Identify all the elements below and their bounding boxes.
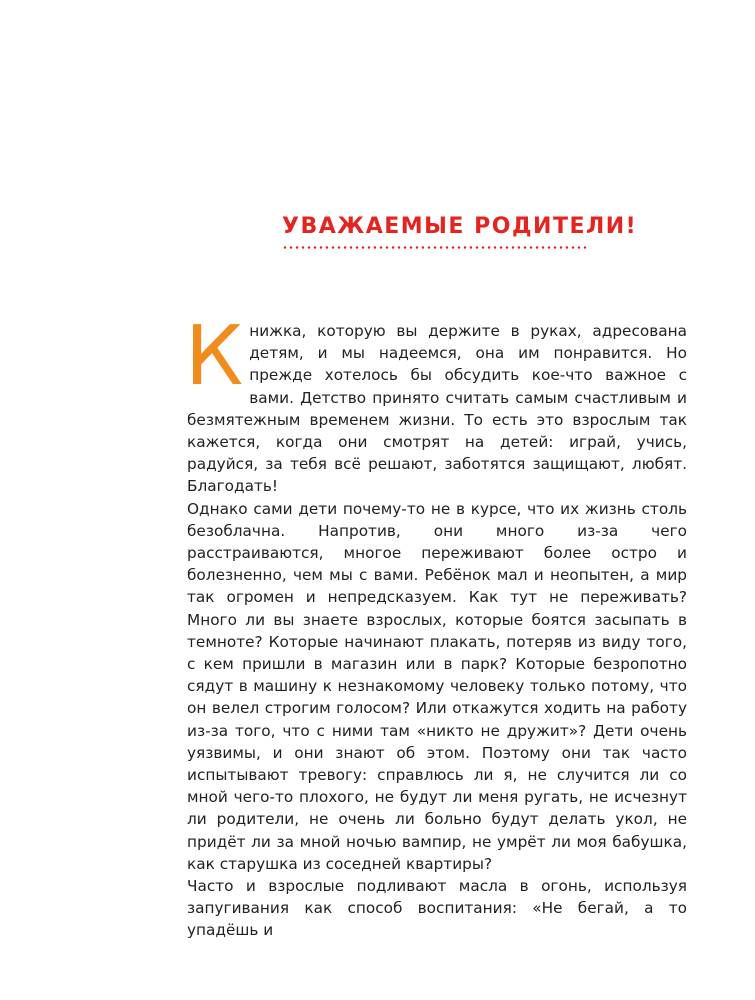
page-title: УВАЖАЕМЫЕ РОДИТЕЛИ!	[282, 214, 638, 239]
body-text	[185, 309, 687, 942]
paragraph-intro	[185, 309, 687, 498]
drop-cap: К	[185, 309, 244, 404]
title-dotted-underline	[282, 246, 588, 249]
paragraph-intimidation: Часто и взрослые подливают масла в огонь, используя запугивания как способ воспитания: «Не бегай, а то упадёшь и	[187, 877, 687, 940]
paragraph-intro-text: нижка, которую вы держите в руках, адресована детям, и мы надеемся, она им понравится. Но прежде хотелось бы обсудить кое-что важное с вами. Детство принято считать самым счастливым и безмятежным временем жизни. То есть это взрослым так кажется, когда они смотрят на детей: играй, учись, радуйся, за тебя всё решают, заботятся защищают, любят. Благодать!	[187, 322, 687, 496]
paragraph-fears: Однако сами дети почему-то не в курсе, что их жизнь столь безоблачна. Напротив, они много из-за чего расстраиваются, многое переживают более остро и болезненно, чем мы с вами. Ребёнок мал и неопытен, а мир так огромен и непредсказуем. Как тут не переживать? Много ли вы знаете взрослых, которые боятся засыпать в темноте? Которые начинают плакать, потеряв из виду того, с кем пришли в магазин или в парк? Которые безропотно сядут в машину к незнакомому человеку только потому, что он велел строгим голосом? Или откажутся ходить на работу из-за того, что с ними там «никто не дружит»? Дети очень уязвимы, и они знают об этом. Поэтому они так часто испытывают тревогу: справлюсь ли я, не случится ли со мной чего-то плохого, не будут ли меня ругать, не исчезнут ли родители, не очень ли больно будут делать укол, не придёт ли за мной ночью вампир, не умрёт ли моя бабушка, как старушка из соседней квартиры?	[187, 499, 687, 873]
heading-block	[282, 214, 638, 249]
